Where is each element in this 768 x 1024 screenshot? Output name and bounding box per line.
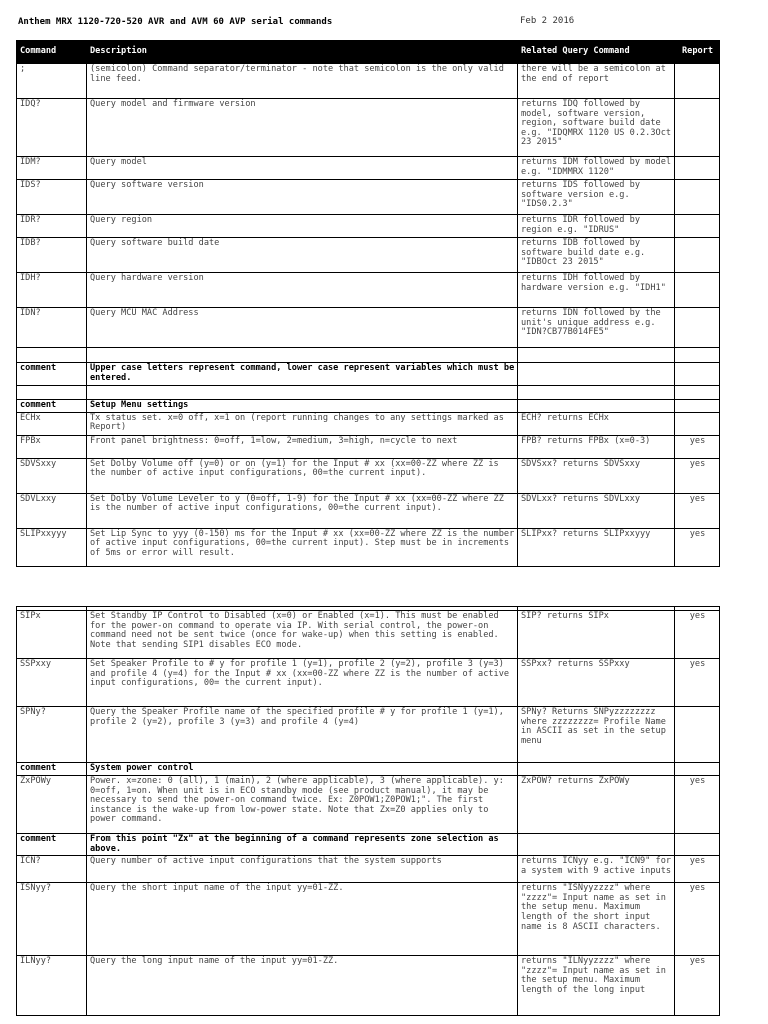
description-cell: Power. x=zone: 0 (all), 1 (main), 2 (where applicable), 3 (where applicable). y: 0=off, 1=on. When unit is in ECO standby mode (see product manual), it may be necessary to send the power-on command twice. Ex: Z0POW1;Z0POW1;". The first instance is the wake-up from low-power state. Note that Zx=Z0 applies only to power command. xyxy=(87,776,518,834)
description-cell: Query number of active input configurations that the system supports xyxy=(87,856,518,883)
report-cell xyxy=(675,215,720,238)
description-cell: Upper case letters represent command, lower case represent variables which must be entered. xyxy=(87,363,518,386)
query-cell: SDVSxx? returns SDVSxxy xyxy=(518,458,675,493)
table-row xyxy=(17,308,720,348)
command-cell: IDM? xyxy=(17,157,87,180)
command-cell: SLIPxxyyy xyxy=(17,528,87,566)
command-cell: SPNy? xyxy=(17,707,87,763)
query-cell: SPNy? Returns SNPyzzzzzzzz where zzzzzzzz= Profile Name in ASCII as set in the setup menu xyxy=(518,707,675,763)
report-cell: yes xyxy=(675,435,720,458)
report-cell xyxy=(675,238,720,273)
query-cell: returns ICNyy e.g. "ICN9" for a system with 9 active inputs xyxy=(518,856,675,883)
query-cell: returns "ISNyyzzzz" where "zzzz"= Input name as set in the setup menu. Maximum length of the short input name is 8 ASCII characters. xyxy=(518,883,675,956)
query-cell xyxy=(518,763,675,776)
table-row xyxy=(17,856,720,883)
table-row xyxy=(17,157,720,180)
table-row xyxy=(17,238,720,273)
table-row xyxy=(17,386,720,400)
query-cell: SIP? returns SIPx xyxy=(518,611,675,659)
description-cell: Query MCU MAC Address xyxy=(87,308,518,348)
command-cell: ISNyy? xyxy=(17,883,87,956)
command-cell: FPBx xyxy=(17,435,87,458)
command-cell: IDN? xyxy=(17,308,87,348)
report-cell xyxy=(675,707,720,763)
table-row xyxy=(17,659,720,707)
description-cell: System power control xyxy=(87,763,518,776)
command-cell: IDQ? xyxy=(17,99,87,157)
description-cell: Query the long input name of the input yy=01-ZZ. xyxy=(87,956,518,1016)
report-cell xyxy=(675,64,720,99)
report-cell: yes xyxy=(675,659,720,707)
table-header-row xyxy=(17,41,720,64)
description-cell: Query hardware version xyxy=(87,273,518,308)
query-cell: SLIPxx? returns SLIPxxyyy xyxy=(518,528,675,566)
description-cell: Setup Menu settings xyxy=(87,400,518,413)
command-cell: IDB? xyxy=(17,238,87,273)
command-cell: ECHx xyxy=(17,412,87,435)
table-row xyxy=(17,883,720,956)
query-cell: returns IDR followed by region e.g. "IDRUS" xyxy=(518,215,675,238)
table-row xyxy=(17,435,720,458)
command-cell: comment xyxy=(17,763,87,776)
command-cell: SDVLxxy xyxy=(17,493,87,528)
description-cell: Query model and firmware version xyxy=(87,99,518,157)
command-cell: SSPxxy xyxy=(17,659,87,707)
report-cell: yes xyxy=(675,493,720,528)
query-cell: FPB? returns FPBx (x=0-3) xyxy=(518,435,675,458)
table-row xyxy=(17,707,720,763)
description-cell xyxy=(87,386,518,400)
query-cell: returns IDS followed by software version e.g. "IDS0.2.3" xyxy=(518,180,675,215)
table-row xyxy=(17,458,720,493)
table-row xyxy=(17,776,720,834)
document-title: Anthem MRX 1120-720-520 AVR and AVM 60 AVP serial commands xyxy=(18,17,333,27)
report-cell xyxy=(675,180,720,215)
header-related-query: Related Query Command xyxy=(518,41,675,64)
report-cell xyxy=(675,400,720,413)
document-date: Feb 2 2016 xyxy=(520,16,575,26)
table-row xyxy=(17,273,720,308)
description-cell: Query software version xyxy=(87,180,518,215)
command-cell: ZxPOWy xyxy=(17,776,87,834)
command-table-1 xyxy=(16,40,720,567)
section-row xyxy=(17,400,720,413)
description-cell: From this point "Zx" at the beginning of a command represents zone selection as above. xyxy=(87,834,518,856)
command-cell xyxy=(17,386,87,400)
query-cell: returns IDQ followed by model, software version, region, software build date e.g. "IDQMRX 1120 US 0.2.3Oct 23 2015" xyxy=(518,99,675,157)
command-cell: SDVSxxy xyxy=(17,458,87,493)
query-cell: SDVLxx? returns SDVLxxy xyxy=(518,493,675,528)
description-cell: (semicolon) Command separator/terminator - note that semicolon is the only valid line feed. xyxy=(87,64,518,99)
report-cell: yes xyxy=(675,611,720,659)
description-cell: Set Lip Sync to yyy (0-150) ms for the Input # xx (xx=00-ZZ where ZZ is the number of active input configurations, 00=the current input). Step must be in increments of 5ms or error will result. xyxy=(87,528,518,566)
header-report: Report xyxy=(675,41,720,64)
query-cell: returns IDM followed by model e.g. "IDMMRX 1120" xyxy=(518,157,675,180)
report-cell xyxy=(675,412,720,435)
command-cell xyxy=(17,348,87,363)
command-table-2 xyxy=(16,606,720,1016)
command-cell: IDH? xyxy=(17,273,87,308)
table-row xyxy=(17,348,720,363)
table-row xyxy=(17,412,720,435)
report-cell xyxy=(675,386,720,400)
table-row xyxy=(17,611,720,659)
query-cell: returns "ILNyyzzzz" where "zzzz"= Input name as set in the setup menu. Maximum length of the long input xyxy=(518,956,675,1016)
report-cell xyxy=(675,157,720,180)
report-cell xyxy=(675,834,720,856)
report-cell xyxy=(675,99,720,157)
query-cell: SSPxx? returns SSPxxy xyxy=(518,659,675,707)
header-command: Command xyxy=(17,41,87,64)
report-cell: yes xyxy=(675,528,720,566)
command-cell: comment xyxy=(17,363,87,386)
description-cell: Front panel brightness: 0=off, 1=low, 2=medium, 3=high, n=cycle to next xyxy=(87,435,518,458)
table-row xyxy=(17,956,720,1016)
description-cell: Query region xyxy=(87,215,518,238)
query-cell xyxy=(518,834,675,856)
section-row xyxy=(17,763,720,776)
query-cell: returns IDH followed by hardware version e.g. "IDH1" xyxy=(518,273,675,308)
command-cell: comment xyxy=(17,400,87,413)
report-cell xyxy=(675,363,720,386)
report-cell xyxy=(675,348,720,363)
table-row xyxy=(17,528,720,566)
description-cell xyxy=(87,348,518,363)
description-cell: Set Speaker Profile to # y for profile 1 (y=1), profile 2 (y=2), profile 3 (y=3) and profile 4 (y=4) for the Input # xx (xx=00-ZZ where ZZ is the number of active input configurations, 00= the current input). xyxy=(87,659,518,707)
query-cell xyxy=(518,386,675,400)
command-cell: ILNyy? xyxy=(17,956,87,1016)
table-row xyxy=(17,99,720,157)
query-cell: ZxPOW? returns ZxPOWy xyxy=(518,776,675,834)
command-cell: SIPx xyxy=(17,611,87,659)
report-cell: yes xyxy=(675,776,720,834)
description-cell: Query the short input name of the input yy=01-ZZ. xyxy=(87,883,518,956)
report-cell: yes xyxy=(675,883,720,956)
query-cell: returns IDB followed by software build date e.g. "IDBOct 23 2015" xyxy=(518,238,675,273)
command-cell: IDR? xyxy=(17,215,87,238)
query-cell: there will be a semicolon at the end of report xyxy=(518,64,675,99)
description-cell: Query the Speaker Profile name of the specified profile # y for profile 1 (y=1), profile 2 (y=2), profile 3 (y=3) and profile 4 (y=4) xyxy=(87,707,518,763)
query-cell xyxy=(518,348,675,363)
report-cell: yes xyxy=(675,956,720,1016)
report-cell xyxy=(675,308,720,348)
table-row xyxy=(17,215,720,238)
table-row xyxy=(17,180,720,215)
report-cell xyxy=(675,273,720,308)
command-cell: comment xyxy=(17,834,87,856)
description-cell: Set Dolby Volume off (y=0) or on (y=1) for the Input # xx (xx=00-ZZ where ZZ is the number of active input configurations, 00=the current input). xyxy=(87,458,518,493)
description-cell: Tx status set. x=0 off, x=1 on (report running changes to any settings marked as Report) xyxy=(87,412,518,435)
report-cell xyxy=(675,763,720,776)
description-cell: Query software build date xyxy=(87,238,518,273)
command-cell: ICN? xyxy=(17,856,87,883)
description-cell: Query model xyxy=(87,157,518,180)
query-cell xyxy=(518,400,675,413)
section-row xyxy=(17,363,720,386)
query-cell: ECH? returns ECHx xyxy=(518,412,675,435)
table-row xyxy=(17,64,720,99)
description-cell: Set Standby IP Control to Disabled (x=0) or Enabled (x=1). This must be enabled for the power-on command to operate via IP. With serial control, the power-on command need not be sent twice (once for wake-up) when this setting is enabled. Note that sending SIP1 disables ECO mode. xyxy=(87,611,518,659)
description-cell: Set Dolby Volume Leveler to y (0=off, 1-9) for the Input # xx (xx=00-ZZ where ZZ is the number of active input configurations, 00=the current input). xyxy=(87,493,518,528)
query-cell xyxy=(518,363,675,386)
report-cell: yes xyxy=(675,856,720,883)
header-description: Description xyxy=(87,41,518,64)
command-cell: IDS? xyxy=(17,180,87,215)
report-cell: yes xyxy=(675,458,720,493)
query-cell: returns IDN followed by the unit's unique address e.g. "IDN?CB77B014FE5" xyxy=(518,308,675,348)
table-row xyxy=(17,493,720,528)
section-row xyxy=(17,834,720,856)
command-cell: ; xyxy=(17,64,87,99)
